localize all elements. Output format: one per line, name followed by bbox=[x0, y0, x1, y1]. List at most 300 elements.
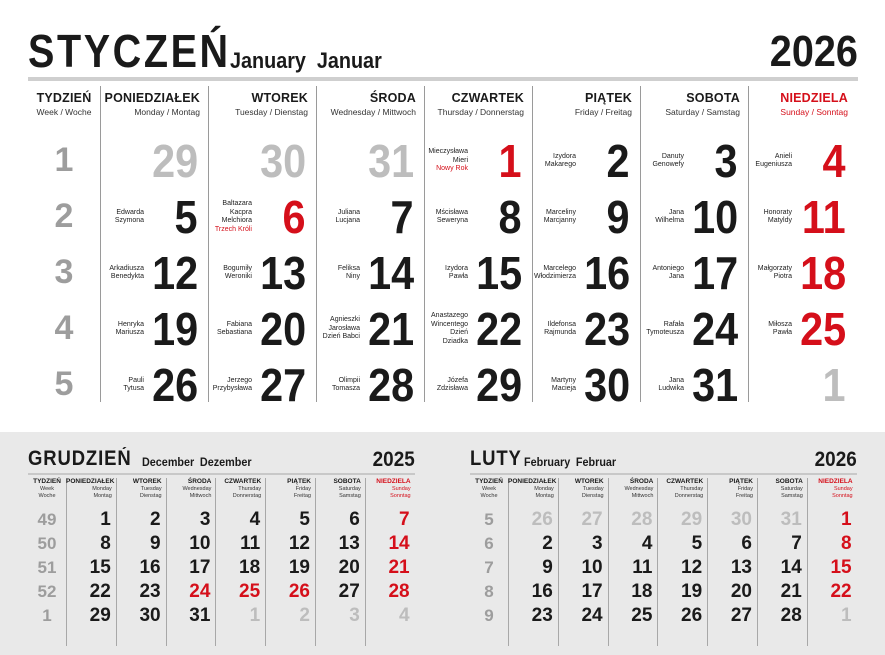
mini-day-number: 18 bbox=[631, 581, 653, 602]
day-header: ŚRODA bbox=[369, 91, 416, 105]
name-day-line: Feliksa bbox=[337, 264, 360, 272]
name-day bbox=[618, 153, 684, 170]
mini-column-day-6 bbox=[315, 476, 365, 648]
mini-month-title: GRUDZIEŃ bbox=[28, 447, 132, 470]
name-day-line: Szymona bbox=[114, 217, 144, 224]
mini-day-number: 7 bbox=[791, 533, 802, 554]
name-day bbox=[402, 209, 468, 226]
day-header-sub: Monday / Montag bbox=[134, 107, 200, 117]
mini-header-sub-line: Saturday bbox=[780, 486, 803, 492]
name-day-line: Tytusa bbox=[123, 385, 144, 392]
name-day-line: Włodzimierza bbox=[533, 273, 576, 280]
mini-day-header: SOBOTA bbox=[775, 478, 803, 485]
mini-day-header-sub bbox=[265, 486, 311, 500]
name-day-line: Martyny bbox=[551, 376, 576, 384]
name-day-line: Wilhelma bbox=[655, 217, 684, 224]
name-day-line: Jana bbox=[668, 208, 684, 216]
mini-header-sub-line: Sonntag bbox=[832, 493, 853, 499]
day-number: 5 bbox=[174, 191, 198, 243]
mini-day-number: 1 bbox=[841, 509, 852, 530]
column-week bbox=[28, 84, 100, 402]
mini-day-number: 5 bbox=[691, 533, 703, 554]
mini-day-number: 12 bbox=[288, 533, 310, 554]
mini-day-number: 7 bbox=[399, 509, 410, 530]
week-number: 1 bbox=[54, 141, 74, 179]
mini-day-number: 6 bbox=[349, 509, 360, 530]
day-number: 21 bbox=[367, 303, 414, 355]
mini-column-week bbox=[28, 476, 66, 648]
name-day-line: Mieczysława bbox=[428, 148, 468, 156]
name-day bbox=[78, 265, 144, 282]
name-day-line: Miłosza bbox=[768, 320, 792, 328]
name-day-line: Jana bbox=[668, 273, 684, 280]
mini-day-number: 10 bbox=[189, 533, 211, 554]
day-number: 22 bbox=[475, 303, 522, 355]
name-day bbox=[294, 316, 360, 342]
mini-column-day-1 bbox=[66, 476, 116, 648]
name-day-line: Rajmunda bbox=[544, 329, 576, 336]
mini-calendar-grid bbox=[28, 476, 415, 648]
mini-day-number: 13 bbox=[338, 533, 360, 554]
name-day bbox=[618, 321, 684, 338]
name-day-line: Baltazara bbox=[222, 200, 252, 207]
name-day-line: Matyldy bbox=[767, 217, 792, 224]
name-day bbox=[186, 321, 252, 338]
mini-day-number: 2 bbox=[150, 509, 161, 530]
name-day-line: Fabiana bbox=[226, 320, 252, 328]
name-day-line: Makarego bbox=[544, 161, 576, 168]
day-number: 31 bbox=[367, 135, 414, 187]
mini-header-week: TYDZIEŃ bbox=[33, 478, 61, 485]
day-header-sub: Saturday / Samstag bbox=[665, 107, 740, 117]
main-month-subtitle: January Januar bbox=[230, 48, 382, 73]
day-number: 7 bbox=[390, 191, 414, 243]
column-day-6 bbox=[640, 84, 748, 411]
day-number: 30 bbox=[583, 359, 630, 411]
name-day-line: Ludwika bbox=[658, 385, 684, 392]
day-number: 31 bbox=[691, 359, 738, 411]
mini-day-number: 13 bbox=[730, 557, 752, 578]
header-rule bbox=[28, 77, 858, 81]
mini-header-sub-line: Tuesday bbox=[582, 486, 604, 492]
day-number: 1 bbox=[822, 359, 846, 411]
mini-day-number: 28 bbox=[780, 605, 802, 626]
name-day-line: Lucjana bbox=[335, 217, 360, 224]
mini-day-header-sub bbox=[707, 486, 753, 500]
mini-day-number: 29 bbox=[681, 509, 703, 530]
mini-day-number: 24 bbox=[189, 581, 211, 602]
day-number: 6 bbox=[282, 191, 306, 243]
mini-day-header-sub bbox=[315, 486, 361, 500]
name-day-line: Honoraty bbox=[763, 208, 792, 216]
mini-day-number: 26 bbox=[288, 581, 310, 602]
mini-month-subtitle: February Februar bbox=[524, 455, 617, 469]
mini-day-number: 4 bbox=[399, 605, 410, 626]
mini-header-sub-line: Montag bbox=[535, 493, 554, 499]
mini-header-sub-line: Monday bbox=[92, 486, 112, 492]
holiday-label: Nowy Rok bbox=[436, 165, 468, 173]
column-day-1 bbox=[100, 84, 208, 411]
name-day-line: Pawła bbox=[448, 273, 468, 280]
day-number: 14 bbox=[367, 247, 414, 299]
mini-day-number: 8 bbox=[841, 533, 852, 554]
mini-day-number: 22 bbox=[830, 581, 852, 602]
mini-day-header-sub bbox=[508, 486, 554, 500]
mini-week-number: 5 bbox=[484, 510, 494, 529]
mini-day-number: 9 bbox=[542, 557, 553, 578]
mini-day-number: 3 bbox=[349, 605, 360, 626]
mini-header-sub-line: Thursday bbox=[238, 486, 262, 492]
mini-column-day-5 bbox=[265, 476, 315, 648]
mini-day-header: NIEDZIELA bbox=[376, 478, 411, 485]
mini-day-number: 27 bbox=[338, 581, 360, 602]
header-week: TYDZIEŃ bbox=[36, 91, 92, 105]
week-number: 3 bbox=[54, 253, 74, 291]
name-day-line: Marcjanny bbox=[543, 217, 576, 224]
mini-day-number: 21 bbox=[780, 581, 802, 602]
mini-calendar-grid bbox=[470, 476, 857, 648]
name-day bbox=[186, 200, 252, 234]
day-number: 24 bbox=[691, 303, 738, 355]
mini-day-header: WTOREK bbox=[132, 478, 162, 485]
mini-day-number: 31 bbox=[780, 509, 802, 530]
mini-column-week bbox=[470, 476, 508, 648]
mini-day-number: 16 bbox=[531, 581, 553, 602]
name-day bbox=[726, 153, 792, 170]
day-header: NIEDZIELA bbox=[780, 91, 848, 105]
mini-column-day-5 bbox=[707, 476, 757, 648]
mini-header-sub-line: Freitag bbox=[735, 493, 753, 499]
mini-day-number: 8 bbox=[100, 533, 111, 554]
mini-month-title: LUTY bbox=[470, 447, 522, 470]
mini-header-sub-line: Mittwoch bbox=[189, 493, 212, 499]
mini-header-sub-line: Tuesday bbox=[140, 486, 162, 492]
name-day-line: Genowefy bbox=[652, 161, 684, 168]
name-day-line: Mieri bbox=[452, 156, 468, 164]
mini-day-number: 27 bbox=[730, 605, 752, 626]
mini-day-number: 27 bbox=[581, 509, 603, 530]
mini-day-number: 4 bbox=[641, 533, 653, 554]
mini-day-number: 22 bbox=[89, 581, 111, 602]
main-calendar-grid bbox=[28, 84, 858, 411]
day-number: 29 bbox=[475, 359, 522, 411]
name-day-line: Olimpii bbox=[338, 376, 360, 384]
column-day-2 bbox=[208, 84, 316, 411]
name-day-line: Jarosława bbox=[328, 324, 360, 332]
name-day bbox=[294, 377, 360, 394]
name-day-line: Piotra bbox=[773, 273, 792, 280]
mini-day-number: 2 bbox=[542, 533, 553, 554]
mini-rule bbox=[28, 473, 415, 475]
day-header-sub: Thursday / Donnerstag bbox=[437, 107, 524, 117]
mini-calendar-february bbox=[470, 448, 857, 648]
name-day-line: Melchiora bbox=[221, 217, 252, 224]
name-day-line: Mariusza bbox=[115, 329, 144, 336]
mini-day-header: NIEDZIELA bbox=[818, 478, 853, 485]
mini-header-week-sub bbox=[470, 486, 508, 500]
mini-week-number: 1 bbox=[42, 606, 52, 625]
mini-day-number: 31 bbox=[189, 605, 211, 626]
mini-week-number: 50 bbox=[37, 534, 57, 553]
mini-week-number: 9 bbox=[484, 606, 494, 625]
mini-day-number: 23 bbox=[139, 581, 161, 602]
mini-day-number: 5 bbox=[299, 509, 310, 530]
name-day-line: Weroniki bbox=[224, 273, 252, 280]
day-number: 29 bbox=[151, 135, 198, 187]
mini-day-header: CZWARTEK bbox=[666, 478, 704, 485]
mini-day-header-sub bbox=[116, 486, 162, 500]
day-number: 11 bbox=[802, 191, 846, 243]
mini-day-header: ŚRODA bbox=[629, 478, 654, 485]
mini-day-number: 3 bbox=[592, 533, 603, 554]
name-day bbox=[510, 209, 576, 226]
mini-header-sub-line: Monday bbox=[534, 486, 554, 492]
main-month-header bbox=[28, 24, 858, 77]
name-day-line: Marceliny bbox=[546, 208, 576, 216]
day-number: 8 bbox=[498, 191, 522, 243]
name-day-line: Kacpra bbox=[229, 208, 252, 216]
mini-day-number: 23 bbox=[531, 605, 553, 626]
mini-header-sub-line: Week bbox=[40, 486, 54, 492]
day-number: 19 bbox=[151, 303, 198, 355]
mini-header-sub-line: Sonntag bbox=[390, 493, 411, 499]
mini-week-number: 49 bbox=[37, 510, 57, 529]
name-day-line: Józefa bbox=[447, 376, 468, 384]
day-header-sub: Sunday / Sonntag bbox=[780, 107, 848, 117]
header-week-sub: Week / Woche bbox=[36, 107, 92, 117]
name-day-line: Antoniego bbox=[652, 264, 684, 272]
mini-day-number: 30 bbox=[730, 509, 752, 530]
name-day-line: Bogumiły bbox=[223, 264, 252, 272]
mini-day-number: 28 bbox=[388, 581, 410, 602]
mini-day-header: WTOREK bbox=[574, 478, 604, 485]
name-day-line: Anastazego bbox=[431, 312, 468, 319]
name-day-line: Tomasza bbox=[331, 385, 360, 392]
name-day-line: Dzień bbox=[450, 329, 468, 336]
mini-header-sub-line: Samstag bbox=[339, 493, 361, 499]
name-day bbox=[510, 377, 576, 394]
mini-day-number: 20 bbox=[730, 581, 752, 602]
mini-day-header: SOBOTA bbox=[333, 478, 361, 485]
mini-header-sub-line: Samstag bbox=[781, 493, 803, 499]
mini-day-number: 21 bbox=[388, 557, 410, 578]
mini-day-header: PIĄTEK bbox=[287, 478, 311, 485]
mini-day-number: 26 bbox=[531, 509, 553, 530]
mini-day-number: 4 bbox=[249, 509, 261, 530]
name-day-line: Izydora bbox=[553, 152, 576, 160]
mini-day-number: 6 bbox=[741, 533, 752, 554]
main-year: 2026 bbox=[769, 27, 858, 76]
mini-day-number: 25 bbox=[631, 605, 653, 626]
mini-header-sub-line: Wednesday bbox=[624, 486, 654, 492]
mini-header-sub-line: Freitag bbox=[293, 493, 311, 499]
mini-year: 2025 bbox=[372, 448, 415, 471]
day-number: 15 bbox=[475, 247, 522, 299]
name-day-line: Henryka bbox=[117, 320, 144, 328]
mini-day-header-sub bbox=[558, 486, 604, 500]
mini-day-number: 3 bbox=[199, 509, 211, 530]
name-day-line: Zdzisława bbox=[436, 385, 468, 392]
name-day bbox=[510, 153, 576, 170]
mini-calendar-december bbox=[28, 448, 415, 648]
mini-year: 2026 bbox=[814, 448, 857, 471]
mini-day-number: 17 bbox=[189, 557, 211, 578]
mini-day-number: 19 bbox=[288, 557, 310, 578]
mini-column-day-1 bbox=[508, 476, 558, 648]
mini-day-header-sub bbox=[365, 486, 411, 500]
mini-header-sub-line: Friday bbox=[737, 486, 753, 492]
name-day-line: Jerzego bbox=[227, 376, 252, 384]
name-day-line: Seweryna bbox=[436, 217, 468, 224]
day-number: 28 bbox=[367, 359, 414, 411]
mini-day-header-sub bbox=[757, 486, 803, 500]
mini-header-sub-line: Week bbox=[482, 486, 496, 492]
name-day-line: Edwarda bbox=[116, 208, 144, 216]
mini-header-sub-line: Sunday bbox=[391, 486, 411, 492]
day-number: 12 bbox=[151, 247, 198, 299]
day-number: 27 bbox=[259, 359, 306, 411]
mini-week-number: 51 bbox=[37, 558, 57, 577]
day-header: CZWARTEK bbox=[451, 91, 524, 105]
mini-column-day-6 bbox=[757, 476, 807, 648]
name-day bbox=[510, 321, 576, 338]
day-header: PIĄTEK bbox=[584, 91, 632, 105]
name-day-line: Eugeniusza bbox=[755, 161, 792, 168]
mini-day-number: 15 bbox=[89, 557, 111, 578]
mini-day-number: 1 bbox=[841, 605, 852, 626]
name-day bbox=[78, 377, 144, 394]
day-header-sub: Wednesday / Mittwoch bbox=[330, 107, 416, 117]
column-day-4 bbox=[424, 84, 532, 411]
mini-day-number: 28 bbox=[631, 509, 653, 530]
name-day-line: Benedykta bbox=[110, 273, 144, 280]
name-day-line: Izydora bbox=[445, 264, 468, 272]
mini-header-sub-line: Donnerstag bbox=[232, 493, 262, 499]
day-number: 9 bbox=[606, 191, 630, 243]
name-day bbox=[294, 209, 360, 226]
mini-day-header: PONIEDZIAŁEK bbox=[508, 478, 557, 485]
mini-header-sub-line: Dienstag bbox=[581, 493, 604, 499]
name-day bbox=[402, 265, 468, 282]
name-day-line: Anieli bbox=[774, 152, 792, 160]
name-day-line: Sebastiana bbox=[216, 329, 252, 336]
name-day bbox=[186, 377, 252, 394]
mini-day-header-sub bbox=[66, 486, 112, 500]
name-day-line: Dzień Babci bbox=[322, 333, 360, 341]
day-header: PONIEDZIAŁEK bbox=[104, 91, 200, 105]
day-number: 2 bbox=[606, 135, 630, 187]
mini-week-number: 52 bbox=[37, 582, 57, 601]
mini-header-sub-line: Donnerstag bbox=[674, 493, 704, 499]
name-day-line: Dziadka bbox=[442, 337, 468, 345]
name-day-line: Mścisława bbox=[435, 208, 468, 216]
mini-day-header: CZWARTEK bbox=[224, 478, 262, 485]
mini-day-number: 26 bbox=[681, 605, 703, 626]
mini-column-day-2 bbox=[116, 476, 166, 648]
name-day-line: Macieja bbox=[551, 385, 576, 392]
name-day bbox=[726, 265, 792, 282]
name-day-line: Przybysława bbox=[212, 385, 252, 392]
main-month-title: STYCZEŃ bbox=[28, 25, 231, 77]
week-number: 2 bbox=[54, 197, 74, 235]
mini-header-sub-line: Sunday bbox=[833, 486, 853, 492]
day-number: 26 bbox=[151, 359, 198, 411]
mini-day-number: 15 bbox=[830, 557, 852, 578]
mini-header-sub-line: Montag bbox=[93, 493, 112, 499]
day-number: 4 bbox=[822, 135, 846, 187]
name-day bbox=[402, 377, 468, 394]
day-number: 16 bbox=[583, 247, 630, 299]
mini-day-number: 10 bbox=[581, 557, 603, 578]
name-day bbox=[294, 265, 360, 282]
mini-day-number: 11 bbox=[240, 533, 261, 554]
day-header: SOBOTA bbox=[686, 91, 740, 105]
mini-day-number: 2 bbox=[299, 605, 310, 626]
name-day-line: Marcelego bbox=[543, 264, 576, 272]
column-day-5 bbox=[532, 84, 640, 411]
name-day-line: Juliana bbox=[337, 208, 360, 216]
mini-day-number: 12 bbox=[681, 557, 703, 578]
name-day bbox=[78, 209, 144, 226]
day-number: 18 bbox=[799, 247, 846, 299]
name-day-line: Agnieszki bbox=[330, 316, 360, 324]
name-day-line: Pawła bbox=[772, 329, 792, 336]
mini-header-sub-line: Mittwoch bbox=[631, 493, 654, 499]
mini-day-header-sub bbox=[807, 486, 853, 500]
mini-column-day-2 bbox=[558, 476, 608, 648]
name-day bbox=[726, 321, 792, 338]
mini-header-sub-line: Saturday bbox=[338, 486, 361, 492]
day-header-sub: Friday / Freitag bbox=[574, 107, 632, 117]
mini-column-day-4 bbox=[215, 476, 265, 648]
mini-day-number: 17 bbox=[581, 581, 603, 602]
name-day bbox=[402, 312, 468, 346]
day-number: 17 bbox=[691, 247, 738, 299]
name-day-line: Tymoteusza bbox=[646, 329, 684, 336]
mini-rule bbox=[470, 473, 857, 475]
mini-day-number: 9 bbox=[150, 533, 161, 554]
mini-day-number: 20 bbox=[338, 557, 360, 578]
mini-month-subtitle: December Dezember bbox=[142, 455, 252, 469]
mini-day-number: 16 bbox=[139, 557, 161, 578]
day-number: 13 bbox=[259, 247, 306, 299]
name-day-line: Rafała bbox=[663, 320, 684, 328]
name-day bbox=[618, 377, 684, 394]
week-number: 4 bbox=[54, 309, 74, 347]
mini-day-number: 18 bbox=[239, 557, 261, 578]
mini-day-number: 1 bbox=[249, 605, 261, 626]
mini-day-number: 19 bbox=[681, 581, 703, 602]
mini-day-header-sub bbox=[657, 486, 703, 500]
name-day bbox=[726, 209, 792, 226]
name-day-line: Jana bbox=[668, 376, 684, 384]
mini-day-header: PIĄTEK bbox=[729, 478, 753, 485]
mini-header-sub-line: Dienstag bbox=[139, 493, 162, 499]
mini-header-sub-line: Friday bbox=[295, 486, 311, 492]
day-header: WTOREK bbox=[251, 91, 308, 105]
mini-day-number: 24 bbox=[581, 605, 603, 626]
mini-header-sub-line: Thursday bbox=[680, 486, 704, 492]
name-day-line: Niny bbox=[345, 273, 360, 280]
mini-header-sub-line: Wednesday bbox=[182, 486, 212, 492]
mini-day-number: 25 bbox=[239, 581, 261, 602]
name-day bbox=[78, 321, 144, 338]
name-day bbox=[402, 148, 468, 174]
name-day-line: Wincentego bbox=[431, 320, 468, 328]
mini-header-week-sub bbox=[28, 486, 66, 500]
name-day-line: Danuty bbox=[661, 152, 684, 160]
day-number: 20 bbox=[259, 303, 306, 355]
